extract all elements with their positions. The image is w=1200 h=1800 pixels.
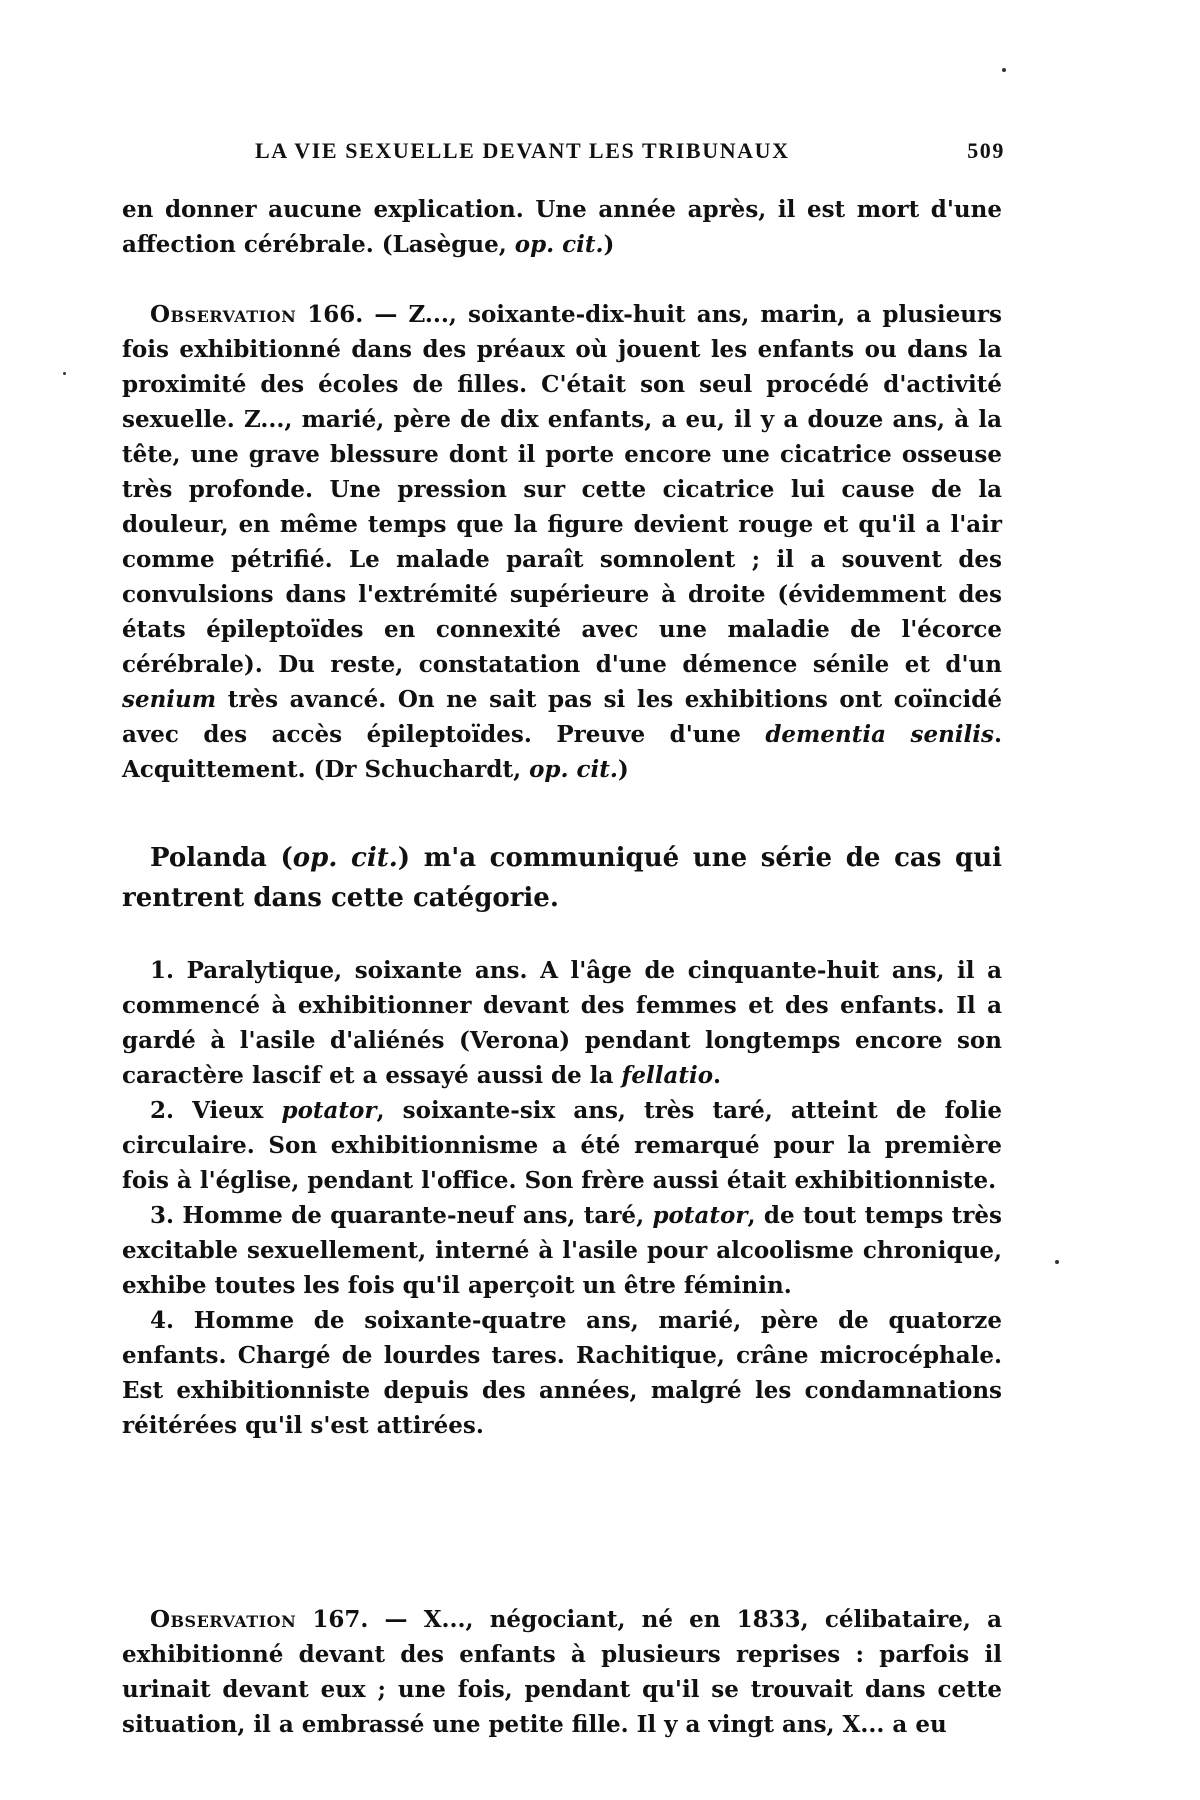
list-item: 1. Paralytique, soixante ans. A l'âge de cinquante-huit ans, il a commencé à exhibitionner devant des femmes et des enfants. Il a gardé à l'asile d'aliénés (Verona) pendant longtemps encore son caractère lascif et a essayé aussi de la fellatio.	[122, 957, 1002, 1089]
observation-label: Observation	[150, 1606, 297, 1633]
observation-166	[122, 297, 1002, 787]
observation-number: 166.	[307, 301, 364, 328]
list-item: 2. Vieux potator, soixante-six ans, très taré, atteint de folie circulaire. Son exhibitionnisme a été remarqué pour la première fois à l'église, pendant l'office. Son frère aussi était exhibitionniste.	[122, 1097, 1002, 1194]
intro-text: ) m'a communiqué une série de cas qui rentrent dans cette catégorie.	[122, 843, 1002, 913]
intro-text: Polanda (	[150, 843, 293, 873]
observation-dementia: dementia senilis	[765, 721, 994, 748]
scan-speck	[63, 372, 66, 375]
scan-speck	[1055, 1260, 1059, 1264]
observation-text: — Z..., soixante-dix-huit ans, marin, a plusieurs fois exhibitionné dans des préaux où jouent les enfants ou dans la proximité des écoles de filles. C'était son seul procédé d'activité sexuelle. Z..., marié, père de dix enfants, a eu, il y a douze ans, à la tête, une grave blessure dont il porte encore une cicatrice osseuse très profonde. Une pression sur cette cicatrice lui cause de la douleur, en même temps que la figure devient rouge et qu'il a l'air comme pétrifié. Le malade paraît somnolent ; il a souvent des convulsions dans l'extrémité supérieure à droite (évidemment des états épileptoïdes en connexité avec une maladie de l'écorce cérébrale). Du reste, constatation d'une démence sénile et d'un	[122, 301, 1002, 678]
continuation-text: en donner aucune explication. Une année après, il est mort d'une affection cérébrale. (	[122, 196, 1002, 258]
running-header	[140, 138, 1005, 174]
list-item: 4. Homme de soixante-quatre ans, marié, père de quatorze enfants. Chargé de lourdes tares. Rachitique, crâne microcéphale. Est exhibitionniste depuis des années, malgré les condamnations réitérées qu'il s'est attirées.	[122, 1307, 1002, 1439]
observation-text: — X..., négociant, né en 1833, célibataire, a exhibitionné devant des enfants à plusieurs reprises : parfois il urinait devant eux ; une fois, pendant qu'il se trouvait dans cette situation, il a embrassé une petite fille. Il y a vingt ans, X... a eu	[122, 1606, 1002, 1738]
observation-text: . Acquittement. (Dr Schuchardt,	[122, 721, 1002, 783]
observation-167	[122, 1602, 1002, 1742]
scan-speck	[1002, 68, 1006, 72]
observation-close: )	[617, 756, 629, 783]
observation-senium: senium	[122, 686, 217, 713]
continuation-paragraph: en donner aucune explication. Une année après, il est mort d'une affection cérébrale. (Lasègue, op. cit.)	[122, 196, 1002, 258]
observation-text: très avancé. On ne sait pas si les exhibitions ont coïncidé avec des accès épileptoïdes. Preuve d'une	[122, 686, 1002, 748]
page-number: 509	[967, 138, 1005, 163]
observation-label: Observation	[150, 301, 297, 328]
intro-cite: op. cit.	[292, 843, 398, 873]
list-item: 3. Homme de quarante-neuf ans, taré, potator, de tout temps très excitable sexuellement, interné à l'asile pour alcoolisme chronique, exhibe toutes les fois qu'il aperçoit un être féminin.	[122, 1202, 1002, 1299]
running-title: LA VIE SEXUELLE DEVANT LES TRIBUNAUX	[255, 138, 790, 163]
case-list	[122, 953, 1002, 1443]
observation-cite: op. cit.	[529, 756, 618, 783]
polanda-intro	[122, 838, 1002, 918]
continuation-close: )	[603, 231, 615, 258]
continuation-cite: op. cit.	[514, 231, 604, 258]
observation-number: 167.	[312, 1606, 369, 1633]
continuation-author: Lasègue	[392, 231, 499, 258]
